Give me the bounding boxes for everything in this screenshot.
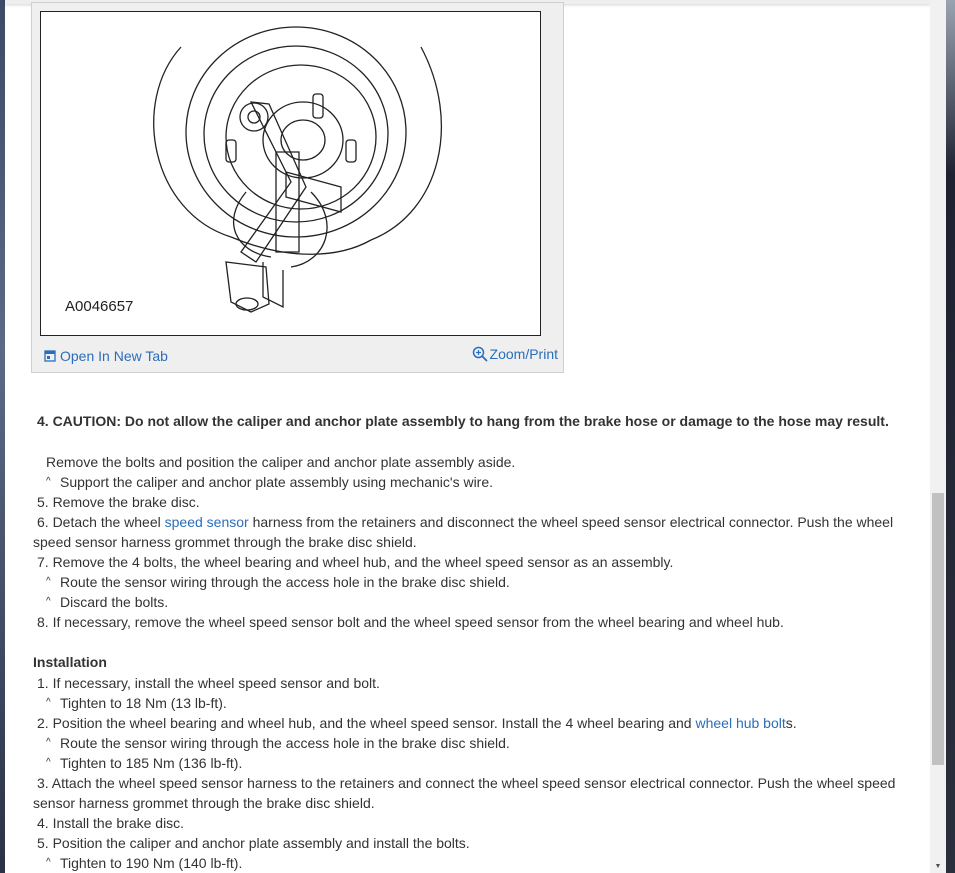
figure-id-label: A0046657 xyxy=(65,298,134,315)
brake-assembly-illustration[interactable] xyxy=(40,11,541,336)
caret-icon: ^ xyxy=(46,697,51,708)
caret-icon: ^ xyxy=(46,737,51,748)
install-step-1-sub-text: Tighten to 18 Nm (13 lb-ft). xyxy=(60,695,227,711)
install-step-2-pre: 2. Position the wheel bearing and wheel hub, and the wheel speed sensor. Install the 4 wheel bearing and xyxy=(37,715,696,731)
hub-puller-drawing-icon xyxy=(41,12,540,335)
install-step-2-sub-2-text: Tighten to 185 Nm (136 lb-ft). xyxy=(60,755,243,771)
caret-icon: ^ xyxy=(46,596,51,607)
step-4-caution: 4. CAUTION: Do not allow the caliper and anchor plate assembly to hang from the brake hose or damage to the hose may result. xyxy=(37,413,889,429)
install-step-1: 1. If necessary, install the wheel speed sensor and bolt. xyxy=(37,675,380,691)
zoom-print-label: Zoom/Print xyxy=(489,346,558,362)
window-edge-right xyxy=(946,0,955,873)
step-5: 5. Remove the brake disc. xyxy=(37,494,200,510)
zoom-icon xyxy=(472,346,488,362)
zoom-print-link[interactable] xyxy=(472,346,558,362)
scroll-down-arrow-icon[interactable]: ▼ xyxy=(934,863,942,870)
caret-icon: ^ xyxy=(46,857,51,868)
install-step-2 xyxy=(37,713,917,733)
new-tab-icon xyxy=(44,350,56,362)
step-8: 8. If necessary, remove the wheel speed sensor bolt and the wheel speed sensor from the wheel bearing and wheel hub. xyxy=(37,614,784,630)
wheel-hub-bolt-link[interactable]: wheel hub bolt xyxy=(695,715,786,731)
caret-icon: ^ xyxy=(46,757,51,768)
caret-icon: ^ xyxy=(46,476,51,487)
install-step-5-sub-text: Tighten to 190 Nm (140 lb-ft). xyxy=(60,855,243,871)
installation-heading: Installation xyxy=(33,654,107,670)
window-edge-left xyxy=(0,0,5,873)
step-7-sub-2 xyxy=(46,592,926,612)
step-7-sub-1 xyxy=(46,572,926,592)
install-step-5: 5. Position the caliper and anchor plate assembly and install the bolts. xyxy=(37,835,470,851)
step-4-text: Remove the bolts and position the caliper and anchor plate assembly aside. xyxy=(46,454,516,470)
step-7: 7. Remove the 4 bolts, the wheel bearing and wheel hub, and the wheel speed sensor as an assembly. xyxy=(37,554,674,570)
step-6-pre: 6. Detach the wheel xyxy=(37,514,165,530)
install-step-1-sub xyxy=(46,693,926,713)
caret-icon: ^ xyxy=(46,576,51,587)
speed-sensor-link[interactable]: speed sensor xyxy=(164,514,249,530)
install-step-2-sub-1-text: Route the sensor wiring through the access hole in the brake disc shield. xyxy=(60,735,510,751)
install-step-2-sub-2 xyxy=(46,753,926,773)
figure-container xyxy=(31,2,564,373)
step-6 xyxy=(33,512,913,552)
install-step-2-post: s. xyxy=(785,715,797,731)
step-4-sub xyxy=(46,472,926,492)
step-4-sub-text: Support the caliper and anchor plate assembly using mechanic's wire. xyxy=(60,474,494,490)
step-7-sub-2-text: Discard the bolts. xyxy=(60,594,169,610)
step-7-sub-1-text: Route the sensor wiring through the access hole in the brake disc shield. xyxy=(60,574,510,590)
install-step-5-sub xyxy=(46,853,926,873)
open-in-new-tab-label: Open In New Tab xyxy=(60,348,168,364)
step-6-post: harness from the retainers and disconnect the wheel speed sensor electrical connector. Push the wheel speed sensor harness grommet through the brake disc shield. xyxy=(33,514,894,550)
open-in-new-tab-link[interactable] xyxy=(44,348,168,364)
install-step-4: 4. Install the brake disc. xyxy=(37,815,185,831)
install-step-3: 3. Attach the wheel speed sensor harness to the retainers and connect the wheel speed sensor electrical connector. Push the wheel speed sensor harness grommet through the brake disc shield. xyxy=(33,775,896,811)
scrollbar-thumb[interactable] xyxy=(932,493,944,765)
install-step-2-sub-1 xyxy=(46,733,926,753)
